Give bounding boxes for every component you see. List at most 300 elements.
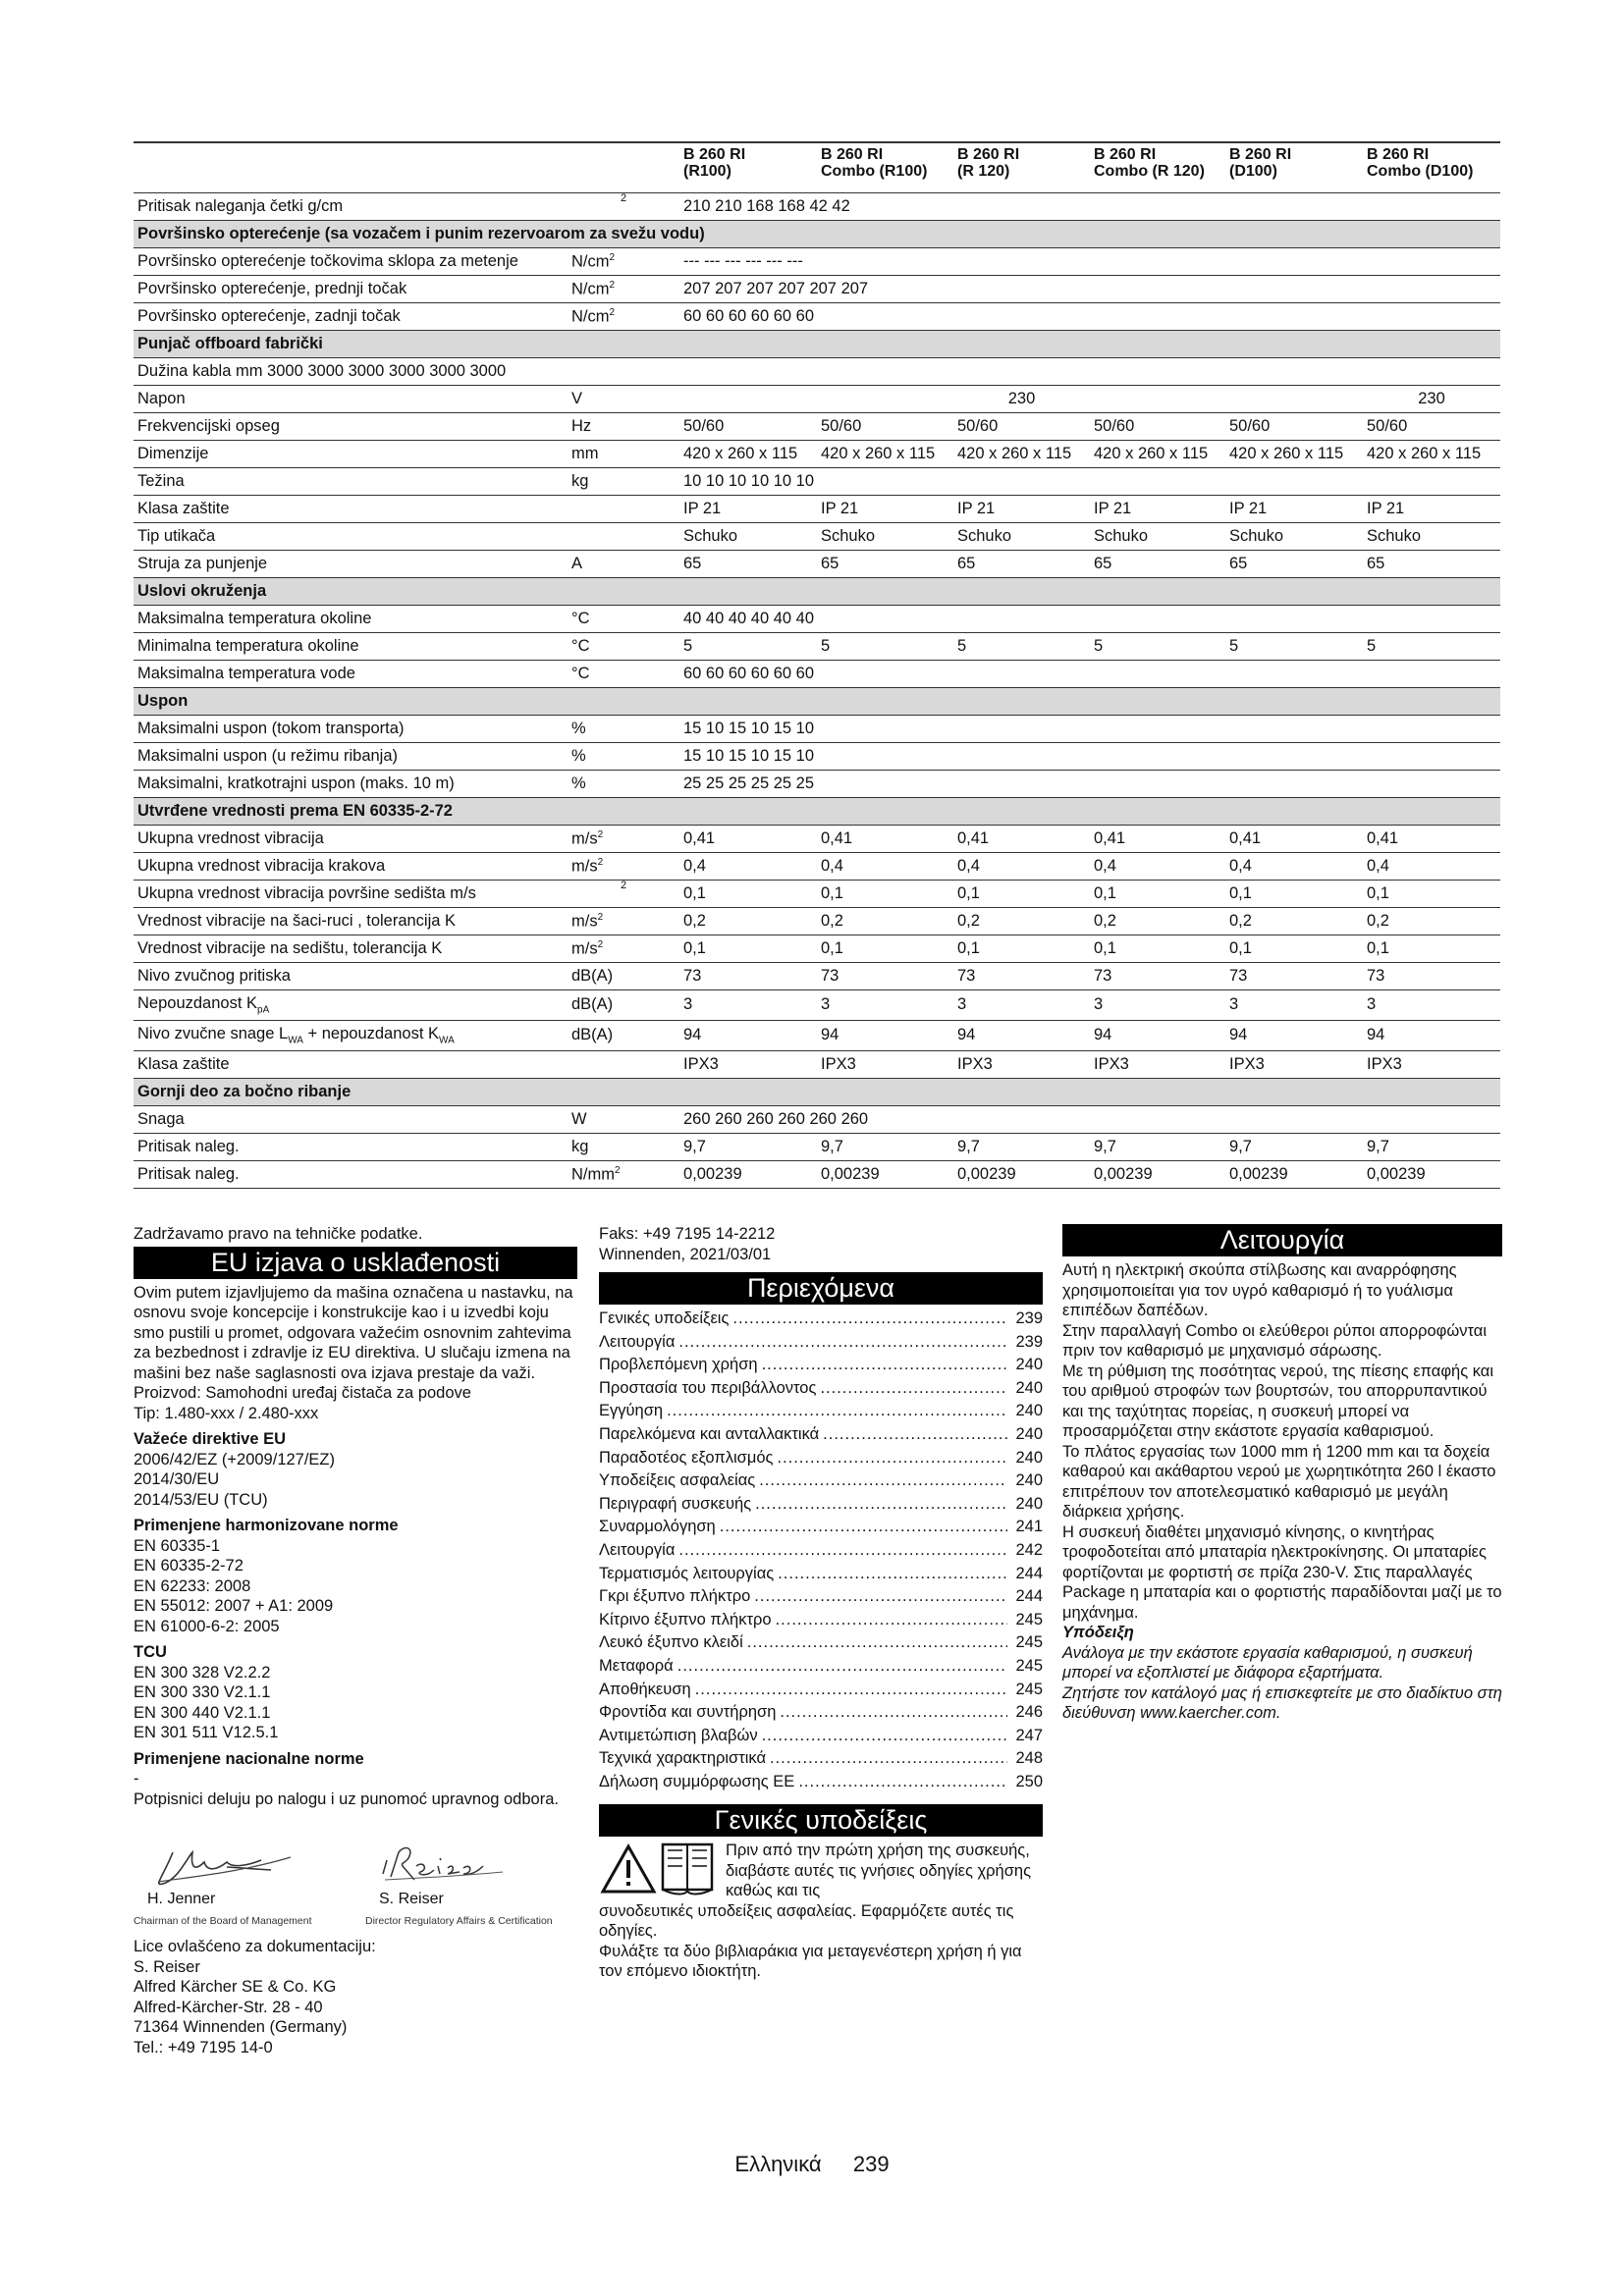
spec-value: 0,41 [1090, 826, 1225, 853]
toc-page: 240 [1015, 1402, 1043, 1420]
spec-value: 73 [1225, 963, 1363, 990]
toc-page: 240 [1015, 1471, 1043, 1490]
toc-title: Αντιμετώπιση βλαβών [599, 1726, 758, 1744]
tcu-norm: EN 300 330 V2.1.1 [134, 1683, 271, 1701]
spec-unit [568, 551, 679, 578]
toc-page: 239 [1015, 1332, 1043, 1351]
unit-superscript: 2 [597, 911, 604, 923]
spec-row [134, 468, 1500, 496]
spec-unit [568, 1161, 679, 1189]
spec-row [134, 276, 1500, 303]
spec-unit [568, 1021, 679, 1051]
directive-item: 2006/42/EZ (+2009/127/EZ) [134, 1450, 336, 1468]
spec-value: IP 21 [1225, 496, 1363, 523]
unit-superscript: 2 [597, 856, 604, 868]
signature-reiser-mark [365, 1823, 542, 1892]
spec-value [1090, 386, 1225, 413]
spec-value: 5 [1363, 633, 1500, 661]
spec-value: 94 [679, 1021, 817, 1051]
toc-leader [776, 1610, 1007, 1630]
header-label-cell [134, 142, 568, 193]
spec-unit [568, 303, 679, 331]
spec-label [134, 1161, 568, 1189]
signature-jenner-mark [134, 1823, 310, 1892]
spec-unit [568, 771, 679, 798]
left-column [134, 1224, 577, 2057]
section-title: Utvrđene vrednosti prema EN 60335-2-72 [134, 798, 1500, 826]
warning-icons [599, 1841, 722, 1899]
unit-text: dB(A) [571, 995, 614, 1014]
toc-page: 248 [1015, 1749, 1043, 1768]
toc-row [599, 1610, 1043, 1633]
footer-language: Ελληνικά [734, 2152, 822, 2176]
spec-value: 5 [953, 633, 1090, 661]
toc-row [599, 1448, 1043, 1471]
spec-label [134, 1134, 568, 1161]
spec-row [134, 606, 1500, 633]
spec-value: 420 x 260 x 115 [679, 441, 817, 468]
spec-value-line: 207 207 207 207 207 207 [679, 276, 1500, 303]
spec-value: 9,7 [817, 1134, 953, 1161]
label-text: Pritisak naleg. [137, 1164, 240, 1183]
spec-label [134, 1051, 568, 1079]
toc-row [599, 1726, 1043, 1749]
tcu-norm: EN 301 511 V12.5.1 [134, 1724, 279, 1741]
toc-page: 244 [1015, 1587, 1043, 1606]
spec-value-line: 15 10 15 10 15 10 [679, 743, 1500, 771]
unit-superscript: 2 [609, 251, 616, 263]
spec-row [134, 193, 1500, 221]
spec-value: 0,00239 [679, 1161, 817, 1189]
label-text: Ukupna vrednost vibracija površine sedišta m/s [137, 883, 476, 902]
label-text: Pritisak naleganja četki g/cm [137, 196, 344, 215]
product-line: Proizvod: Samohodni uređaj čistača za podove [134, 1384, 471, 1402]
toc-row [599, 1517, 1043, 1540]
spec-value: 9,7 [1225, 1134, 1363, 1161]
toc-leader [762, 1726, 1007, 1746]
unit-text: 2 [620, 192, 627, 204]
spec-unit [568, 496, 679, 523]
unit-text: °C [571, 609, 590, 627]
spec-value: 73 [1363, 963, 1500, 990]
spec-label [134, 496, 568, 523]
signer-2-name: S. Reiser [379, 1891, 444, 1907]
spec-value: IPX3 [1225, 1051, 1363, 1079]
toc-page: 240 [1015, 1378, 1043, 1397]
spec-value: 73 [953, 963, 1090, 990]
spec-unit [568, 935, 679, 963]
spec-value: 0,1 [953, 881, 1090, 908]
label-text: Nivo zvučnog pritiska [137, 966, 291, 985]
toc-page: 247 [1015, 1726, 1043, 1744]
spec-value: 50/60 [1090, 413, 1225, 441]
unit-text: N/cm [571, 252, 610, 271]
toc-title: Λειτουργία [599, 1332, 676, 1351]
spec-label [134, 1106, 568, 1134]
spec-value: Schuko [1090, 523, 1225, 551]
toc-banner: Περιεχόμενα [599, 1272, 1043, 1305]
spec-value: IP 21 [1363, 496, 1500, 523]
spec-label [134, 248, 568, 276]
toc-page: 250 [1015, 1772, 1043, 1790]
signer-1-role: Chairman of the Board of Management [134, 1915, 312, 1927]
label-text: Maksimalni uspon (u režimu ribanja) [137, 746, 399, 765]
function-p2: Στην παραλλαγή Combo οι ελεύθεροι ρύποι απορροφώνται πριν τον καθαρισμό με μηχανισμό σάρωσης. [1062, 1321, 1488, 1360]
toc-row [599, 1494, 1043, 1518]
model-header: B 260 RI (R 120) [953, 142, 1090, 193]
toc-leader [762, 1355, 1007, 1375]
spec-value: 0,1 [1225, 935, 1363, 963]
unit-text: kg [571, 1137, 589, 1155]
label-text: Težina [137, 471, 185, 490]
function-p4: Το πλάτος εργασίας των 1000 mm ή 1200 mm και τα δοχεία καθαρού και ακάθαρτου νερού με χωρητικότητα 260 l έκαστο επιτρέπουν τον αποτελεσματικό καθαρισμό με μεγάλη διάρκεια χρήσης. [1062, 1442, 1496, 1521]
spec-label [134, 633, 568, 661]
label-text: Površinsko opterećenje, zadnji točak [137, 306, 401, 325]
label-text: Snaga [137, 1109, 185, 1128]
spec-value: 9,7 [1363, 1134, 1500, 1161]
toc-row [599, 1680, 1043, 1703]
toc-title: Γενικές υποδείξεις [599, 1309, 730, 1327]
toc-page: 239 [1015, 1309, 1043, 1327]
spec-value: 0,4 [1090, 853, 1225, 881]
spec-value: Schuko [953, 523, 1090, 551]
toc-row [599, 1470, 1043, 1494]
spec-full-line: Dužina kabla mm 3000 3000 3000 3000 3000 3000 [134, 358, 1500, 386]
toc-title: Λευκό έξυπνο κλειδί [599, 1633, 743, 1652]
spec-value: 420 x 260 x 115 [1225, 441, 1363, 468]
spec-value: 65 [1090, 551, 1225, 578]
spec-value: 9,7 [1090, 1134, 1225, 1161]
toc-page: 240 [1015, 1494, 1043, 1513]
spec-value: 94 [1363, 1021, 1500, 1051]
label-subscript: pA [257, 1003, 270, 1015]
spec-value: 94 [1225, 1021, 1363, 1051]
toc-leader [678, 1332, 1007, 1353]
spec-row [134, 908, 1500, 935]
spec-row [134, 826, 1500, 853]
tcu-list [134, 1663, 577, 1743]
unit-text: mm [571, 444, 599, 462]
unit-text: °C [571, 664, 590, 682]
spec-unit [568, 963, 679, 990]
spec-row [134, 1051, 1500, 1079]
spec-value-line: 10 10 10 10 10 10 [679, 468, 1500, 496]
spec-value: 0,1 [1225, 881, 1363, 908]
toc-title: Γκρι έξυπνο πλήκτρο [599, 1587, 751, 1606]
spec-value: IP 21 [817, 496, 953, 523]
label-subscript: WA [288, 1034, 303, 1045]
spec-label [134, 908, 568, 935]
signer-1-name: H. Jenner [147, 1891, 216, 1907]
toc-title: Προστασία του περιβάλλοντος [599, 1378, 817, 1397]
spec-value: Schuko [679, 523, 817, 551]
toc-row [599, 1424, 1043, 1448]
label-subscript-2: WA [439, 1034, 455, 1045]
spec-value: 0,1 [679, 881, 817, 908]
unit-text: dB(A) [571, 1026, 614, 1044]
spec-label [134, 826, 568, 853]
unit-text: % [571, 719, 586, 737]
spec-row [134, 1106, 1500, 1134]
auth-heading: Lice ovlašćeno za dokumentaciju: [134, 1938, 376, 1955]
directive-item: 2014/53/EU (TCU) [134, 1490, 268, 1509]
spec-value: 94 [817, 1021, 953, 1051]
spec-row [134, 963, 1500, 990]
spec-label [134, 523, 568, 551]
toc-leader [754, 1586, 1007, 1607]
spec-row [134, 303, 1500, 331]
spec-label [134, 716, 568, 743]
harmonized-norm: EN 55012: 2007 + A1: 2009 [134, 1597, 334, 1615]
spec-label [134, 661, 568, 688]
spec-value: 0,2 [1225, 908, 1363, 935]
spec-value: 3 [953, 990, 1090, 1021]
spec-label [134, 386, 568, 413]
label-text: Površinsko opterećenje točkovima sklopa za metenje [137, 251, 518, 270]
tcu-norm: EN 300 328 V2.2.2 [134, 1663, 271, 1682]
spec-row [134, 661, 1500, 688]
spec-value: IP 21 [953, 496, 1090, 523]
general-warning-text: Πριν από την πρώτη χρήση της συσκευής, διαβάστε αυτές τις γνήσιες οδηγίες χρήσης καθώς και τις [726, 1842, 1032, 1900]
label-text: Maksimalna temperatura okoline [137, 609, 372, 627]
spec-value: IP 21 [1090, 496, 1225, 523]
spec-value: 0,4 [1363, 853, 1500, 881]
spec-unit [568, 661, 679, 688]
label-text: Vrednost vibracije na šaci-ruci , tolerancija K [137, 911, 457, 930]
spec-value: 420 x 260 x 115 [1090, 441, 1225, 468]
toc-title: Αποθήκευση [599, 1680, 691, 1698]
section-row [134, 221, 1500, 248]
harmonized-list [134, 1536, 577, 1637]
label-text: Tip utikača [137, 526, 216, 545]
spec-value: IP 21 [679, 496, 817, 523]
signer-2-role: Director Regulatory Affairs & Certification [365, 1915, 553, 1927]
toc-leader [770, 1748, 1007, 1769]
spec-value: 420 x 260 x 115 [953, 441, 1090, 468]
toc-title: Λειτουργία [599, 1540, 676, 1559]
unit-text: A [571, 554, 583, 572]
spec-label [134, 743, 568, 771]
toc-title: Τεχνικά χαρακτηριστικά [599, 1749, 767, 1768]
unit-text: N/cm [571, 307, 610, 326]
toc-page: 242 [1015, 1540, 1043, 1559]
spec-value: 65 [817, 551, 953, 578]
spec-value: Schuko [817, 523, 953, 551]
label-text: Ukupna vrednost vibracija krakova [137, 856, 386, 875]
spec-row [134, 990, 1500, 1021]
eu-declaration-banner: EU izjava o usklađenosti [134, 1247, 577, 1279]
spec-value: 420 x 260 x 115 [817, 441, 953, 468]
spec-value: 5 [817, 633, 953, 661]
toc-title: Υποδείξεις ασφαλείας [599, 1471, 756, 1490]
spec-value: 3 [1363, 990, 1500, 1021]
toc-row [599, 1702, 1043, 1726]
spec-value: 73 [817, 963, 953, 990]
auth-line: Tel.: +49 7195 14-0 [134, 2038, 273, 2056]
eu-intro: Ovim putem izjavljujemo da mašina označena u nastavku, na osnovu svoje koncepcije i konstrukcije kao i u izvedbi koju smo pustili u promet, odgovara važećim osnovnim zahtevima za bezbednost i zdravlje iz EU direktiva. U slučaju izmena na mašini bez naše saglasnosti ova izjava prestaje da važi. [134, 1283, 573, 1382]
spec-label [134, 935, 568, 963]
toc-leader [747, 1632, 1007, 1653]
toc-page: 245 [1015, 1680, 1043, 1698]
middle-column [599, 1224, 1043, 1982]
footer-page-number: 239 [852, 2152, 890, 2176]
harmonized-norm: EN 60335-1 [134, 1536, 221, 1555]
unit-text: V [571, 389, 583, 407]
spec-unit [568, 908, 679, 935]
toc-title: Φροντίδα και συντήρηση [599, 1703, 777, 1722]
toc-leader [778, 1564, 1007, 1584]
toc-leader [678, 1540, 1007, 1561]
spec-unit [568, 881, 679, 908]
section-title: Uslovi okruženja [134, 578, 1500, 606]
harmonized-norm: EN 61000-6-2: 2005 [134, 1617, 280, 1635]
label-text: Ukupna vrednost vibracija [137, 828, 324, 847]
spec-value [679, 386, 817, 413]
spec-value-line: 40 40 40 40 40 40 [679, 606, 1500, 633]
spec-value: 0,00239 [1363, 1161, 1500, 1189]
label-text: Dimenzije [137, 444, 209, 462]
manual-book-icon [660, 1841, 719, 1897]
spec-unit [568, 743, 679, 771]
spec-value: 3 [1225, 990, 1363, 1021]
spec-value: 0,4 [817, 853, 953, 881]
spec-value: 5 [1090, 633, 1225, 661]
toc-page: 241 [1015, 1518, 1043, 1536]
signatures [134, 1823, 577, 1931]
model-header: B 260 RI (D100) [1225, 142, 1363, 193]
section-row [134, 688, 1500, 716]
label-text-2: + nepouzdanost K [302, 1024, 440, 1042]
spec-value: 9,7 [953, 1134, 1090, 1161]
harmonized-norm: EN 62233: 2008 [134, 1576, 251, 1595]
spec-label [134, 193, 568, 221]
section-row [134, 798, 1500, 826]
spec-value: 9,7 [679, 1134, 817, 1161]
label-text: Klasa zaštite [137, 1054, 230, 1073]
toc-page: 245 [1015, 1633, 1043, 1652]
toc-row [599, 1540, 1043, 1564]
section-row [134, 331, 1500, 358]
toc-leader [667, 1401, 1007, 1421]
function-p1: Αυτή η ηλεκτρική σκούπα στίλβωσης και αναρρόφησης χρησιμοποιείται για τον υγρό καθαρισμό ή το γυάλισμα επιπέδων δαπέδων. [1062, 1261, 1457, 1319]
toc-row [599, 1564, 1043, 1587]
spec-value-line: 60 60 60 60 60 60 [679, 303, 1500, 331]
spec-label [134, 468, 568, 496]
spec-row [134, 496, 1500, 523]
spec-value: 5 [679, 633, 817, 661]
spec-value: 0,2 [1090, 908, 1225, 935]
directives-heading: Važeće direktive EU [134, 1430, 287, 1448]
toc-row [599, 1355, 1043, 1378]
spec-label [134, 551, 568, 578]
unit-text: 2 [620, 880, 627, 891]
spec-value: 0,1 [1363, 881, 1500, 908]
spec-row [134, 413, 1500, 441]
spec-value: 50/60 [817, 413, 953, 441]
spec-value: 94 [953, 1021, 1090, 1051]
section-title: Površinsko opterećenje (sa vozačem i punim rezervoarom za svežu vodu) [134, 221, 1500, 248]
header-unit-cell [568, 142, 679, 193]
section-row [134, 1079, 1500, 1106]
spec-value: 65 [1225, 551, 1363, 578]
spec-value-line: 15 10 15 10 15 10 [679, 716, 1500, 743]
toc-page: 244 [1015, 1564, 1043, 1582]
unit-text: % [571, 774, 586, 792]
toc-title: Μεταφορά [599, 1656, 674, 1675]
spec-value: 94 [1090, 1021, 1225, 1051]
label-text: Frekvencijski opseg [137, 416, 280, 435]
spec-unit [568, 248, 679, 276]
spec-label [134, 413, 568, 441]
toc-row [599, 1378, 1043, 1402]
toc-row [599, 1632, 1043, 1656]
spec-unit [568, 1106, 679, 1134]
unit-text: N/cm [571, 280, 610, 298]
spec-value: 50/60 [1225, 413, 1363, 441]
section-title: Gornji deo za bočno ribanje [134, 1079, 1500, 1106]
spec-value: 0,1 [817, 935, 953, 963]
spec-value: 0,2 [953, 908, 1090, 935]
function-banner: Λειτουργία [1062, 1224, 1502, 1256]
toc-page: 245 [1015, 1656, 1043, 1675]
label-text: Klasa zaštite [137, 499, 230, 517]
toc-leader [759, 1470, 1007, 1491]
spec-value: 0,1 [1090, 881, 1225, 908]
spec-row [134, 358, 1500, 386]
spec-value: 73 [679, 963, 817, 990]
type-line: Tip: 1.480-xxx / 2.480-xxx [134, 1404, 319, 1422]
toc-leader [823, 1424, 1007, 1445]
spec-unit [568, 523, 679, 551]
spec-row [134, 743, 1500, 771]
toc-page: 240 [1015, 1424, 1043, 1443]
unit-text: m/s [571, 857, 598, 876]
spec-label [134, 606, 568, 633]
spec-unit [568, 193, 679, 221]
spec-value: 65 [1363, 551, 1500, 578]
toc-title: Κίτρινο έξυπνο πλήκτρο [599, 1610, 772, 1629]
toc-leader [732, 1308, 1007, 1329]
spec-row [134, 441, 1500, 468]
toc-row [599, 1748, 1043, 1772]
model-header: B 260 RI Combo (R100) [817, 142, 953, 193]
spec-label [134, 853, 568, 881]
toc-row [599, 1332, 1043, 1356]
spec-value: IPX3 [817, 1051, 953, 1079]
unit-text: m/s [571, 829, 598, 848]
spec-value-line: --- --- --- --- --- --- [679, 248, 1500, 276]
spec-value: 0,2 [817, 908, 953, 935]
label-text: Maksimalni uspon (tokom transporta) [137, 719, 405, 737]
toc-page: 245 [1015, 1610, 1043, 1629]
spec-value: IPX3 [1090, 1051, 1225, 1079]
auth-line: 71364 Winnenden (Germany) [134, 2018, 348, 2036]
unit-text: m/s [571, 912, 598, 931]
spec-row [134, 633, 1500, 661]
toc-leader [720, 1517, 1007, 1537]
unit-text: W [571, 1109, 587, 1128]
toc-leader [695, 1680, 1007, 1700]
spec-value [817, 386, 953, 413]
spec-value: 3 [679, 990, 817, 1021]
spec-value: 0,1 [679, 935, 817, 963]
spec-value: 0,2 [679, 908, 817, 935]
place-date: Winnenden, 2021/03/01 [599, 1245, 772, 1263]
unit-text: % [571, 746, 586, 765]
label-text: Struja za punjenje [137, 554, 268, 572]
spec-value-line: 60 60 60 60 60 60 [679, 661, 1500, 688]
toc-leader [798, 1772, 1007, 1792]
